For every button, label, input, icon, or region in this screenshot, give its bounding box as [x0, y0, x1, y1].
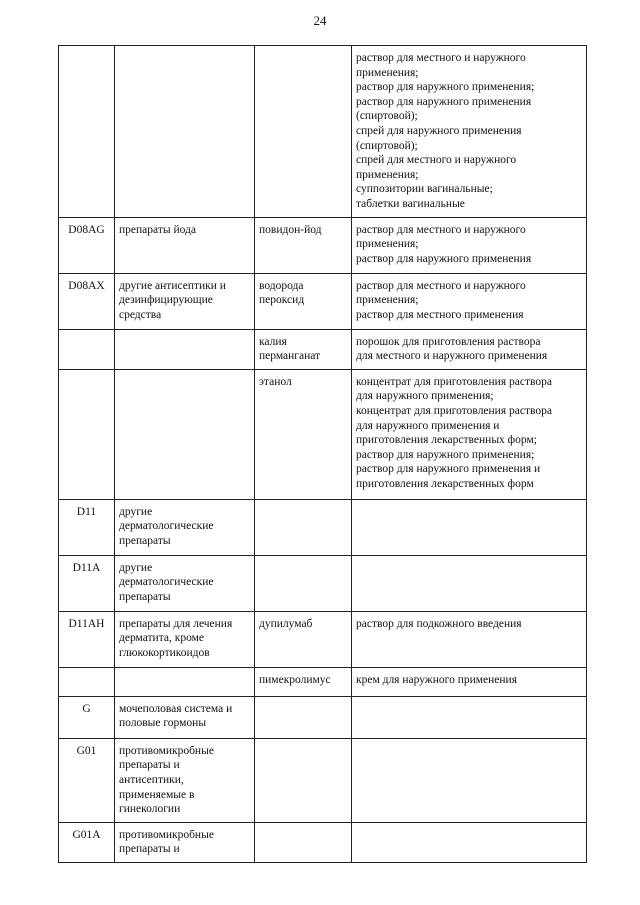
cell-line: дерматологические [119, 520, 214, 533]
cell-line: концентрат для приготовления раствора [356, 375, 552, 388]
table-row [59, 555, 587, 611]
table-row [59, 667, 587, 696]
dosage-forms-cell [352, 46, 587, 218]
substance-cell [255, 555, 352, 611]
cell-line: противомикробные [119, 828, 214, 841]
cell-line: половые гормоны [119, 717, 207, 730]
cell-line: перманганат [259, 350, 321, 363]
cell-line: (спиртовой); [356, 110, 418, 123]
cell-line: другие [119, 561, 153, 574]
atc-code-cell: D11 [59, 499, 115, 555]
cell-line: раствор для наружного применения; [356, 81, 535, 94]
group-cell [115, 369, 255, 499]
substance-cell [255, 329, 352, 369]
cell-line: раствор для местного применения [356, 308, 524, 321]
cell-line: дерматита, кроме [119, 632, 204, 645]
atc-code-cell: D11AH [59, 611, 115, 667]
group-cell [115, 273, 255, 329]
cell-line: мочеполовая система и [119, 702, 233, 715]
table-row [59, 611, 587, 667]
cell-line: приготовления лекарственных форм; [356, 434, 537, 447]
substance-cell [255, 499, 352, 555]
page-number: 24 [313, 13, 327, 28]
dosage-forms-cell [352, 696, 587, 738]
group-cell [115, 696, 255, 738]
cell-line: препараты и [119, 843, 180, 856]
cell-line: раствор для местного и наружного [356, 279, 526, 292]
group-cell [115, 611, 255, 667]
dosage-forms-cell [352, 667, 587, 696]
cell-line: раствор для местного и наружного [356, 223, 526, 236]
cell-line: препараты [119, 590, 171, 603]
cell-line: пероксид [259, 294, 305, 307]
group-cell [115, 667, 255, 696]
cell-line: другие [119, 505, 153, 518]
substance-cell [255, 217, 352, 273]
table-row [59, 499, 587, 555]
dosage-forms-cell [352, 329, 587, 369]
atc-code-cell: D11A [59, 555, 115, 611]
substance-cell [255, 46, 352, 218]
substance-cell [255, 273, 352, 329]
group-cell [115, 822, 255, 862]
atc-code-cell: D08AX [59, 273, 115, 329]
cell-line: глюкокортикоидов [119, 646, 210, 659]
table-row [59, 738, 587, 822]
cell-line: для наружного применения и [356, 419, 500, 432]
atc-code-cell: G01A [59, 822, 115, 862]
cell-line: порошок для приготовления раствора [356, 335, 541, 348]
dosage-forms-cell [352, 822, 587, 862]
atc-code-cell [59, 667, 115, 696]
cell-line: применения; [356, 294, 419, 307]
cell-line: гинекологии [119, 803, 181, 816]
atc-code-cell: G [59, 696, 115, 738]
atc-code-cell [59, 46, 115, 218]
cell-line: препараты йода [119, 223, 196, 236]
cell-line: спрей для местного и наружного [356, 154, 517, 167]
table-row [59, 273, 587, 329]
cell-line: суппозитории вагинальные; [356, 183, 493, 196]
substance-cell [255, 667, 352, 696]
table-row [59, 822, 587, 862]
cell-line: применяемые в [119, 788, 195, 801]
dosage-forms-cell [352, 369, 587, 499]
dosage-forms-cell [352, 738, 587, 822]
atc-code-cell: D08AG [59, 217, 115, 273]
cell-line: таблетки вагинальные [356, 197, 465, 210]
cell-line: раствор для местного и наружного [356, 52, 526, 64]
drug-table [58, 45, 587, 863]
dosage-forms-cell [352, 555, 587, 611]
dosage-forms-cell [352, 499, 587, 555]
cell-line: этанол [259, 375, 292, 388]
cell-line: калия [259, 335, 287, 348]
group-cell [115, 555, 255, 611]
dosage-forms-cell [352, 217, 587, 273]
cell-line: концентрат для приготовления раствора [356, 404, 552, 417]
table-row [59, 217, 587, 273]
cell-line: водорода [259, 279, 304, 292]
table-row [59, 329, 587, 369]
cell-line: раствор для наружного применения [356, 252, 532, 265]
group-cell [115, 46, 255, 218]
cell-line: дерматологические [119, 576, 214, 589]
cell-line: противомикробные [119, 744, 214, 757]
atc-code-cell: G01 [59, 738, 115, 822]
cell-line: дупилумаб [259, 617, 313, 630]
cell-line: применения; [356, 168, 419, 181]
substance-cell [255, 696, 352, 738]
group-cell [115, 329, 255, 369]
substance-cell [255, 611, 352, 667]
cell-line: спрей для наружного применения [356, 124, 522, 137]
atc-code-cell [59, 369, 115, 499]
cell-line: другие антисептики и [119, 279, 226, 292]
cell-line: препараты и [119, 759, 180, 772]
cell-line: раствор для наружного применения и [356, 463, 541, 476]
table-row [59, 696, 587, 738]
table-body [59, 46, 587, 863]
cell-line: раствор для наружного применения; [356, 448, 535, 461]
group-cell [115, 217, 255, 273]
cell-line: препараты для лечения [119, 617, 233, 630]
cell-line: крем для наружного применения [356, 673, 518, 686]
dosage-forms-cell [352, 611, 587, 667]
substance-cell [255, 369, 352, 499]
cell-line: для наружного применения; [356, 390, 494, 403]
cell-line: пимекролимус [259, 673, 331, 686]
cell-line: для местного и наружного применения [356, 350, 548, 363]
table-row [59, 46, 587, 218]
dosage-forms-cell [352, 273, 587, 329]
cell-line: (спиртовой); [356, 139, 418, 152]
substance-cell [255, 822, 352, 862]
table-row [59, 369, 587, 499]
substance-cell [255, 738, 352, 822]
cell-line: средства [119, 308, 162, 321]
cell-line: раствор для наружного применения [356, 95, 532, 108]
cell-line: применения; [356, 66, 419, 79]
cell-line: препараты [119, 534, 171, 547]
cell-line: повидон-йод [259, 223, 322, 236]
cell-line: приготовления лекарственных форм [356, 477, 534, 490]
cell-line: раствор для подкожного введения [356, 617, 522, 630]
group-cell [115, 738, 255, 822]
cell-line: дезинфицирующие [119, 294, 213, 307]
atc-code-cell [59, 329, 115, 369]
group-cell [115, 499, 255, 555]
cell-line: антисептики, [119, 773, 184, 786]
cell-line: применения; [356, 238, 419, 251]
